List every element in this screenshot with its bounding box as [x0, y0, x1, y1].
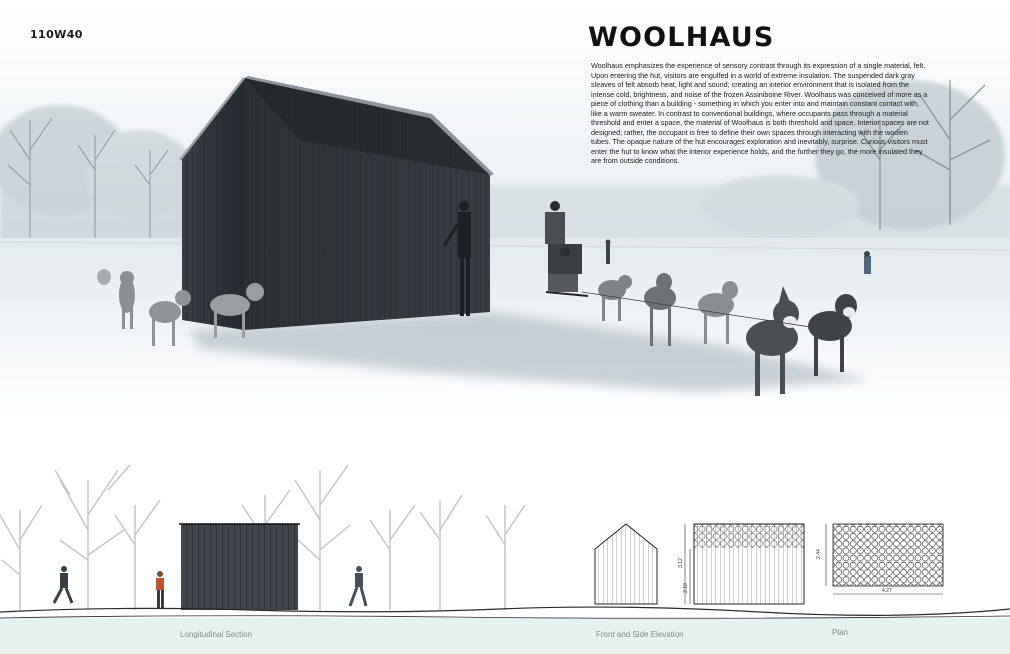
dim-total-height: 3.12 [677, 558, 684, 568]
side-elevation [682, 524, 804, 604]
page-title: WOOLHAUS [588, 22, 775, 53]
section-hut [179, 524, 300, 610]
caption-section: Longitudinal Section [180, 630, 253, 639]
plan-drawing [826, 524, 943, 594]
ice-line [0, 616, 1010, 619]
caption-plan: Plan [832, 628, 849, 637]
ice-strip [0, 618, 1010, 654]
project-code: 110W40 [30, 28, 83, 41]
dim-plan-width: 4.27 [882, 588, 892, 594]
caption-elevation: Front and Side Elevation [596, 630, 684, 639]
dim-wall-height: 2.18 [682, 583, 689, 593]
project-description: Woolhaus emphasizes the experience of sensory contrast through its expression of a single material, felt. Upon entering the hut, visitors are engulfed in a world of extreme insulation. The suspended dark gray sleaves of felt absorb heat, light and sound; creating an interior environment that is isolated from the intense cold, brightness, and noise of the frozen Assiniboine River. Woolhaus was conceived of more as a piece of clothing than a building - something in which you enter into and maintain constant contact with, like a warm sweater. In contrast to conventional buildings, where occupants pass through a material threshold and enter a space, the material of Woolhaus is both threshold and space. Interior spaces are not designed; rather, the occupant is free to define their own spaces through interacting with the woolen tubes. The opaque nature of the hut encourages exploration and inevitably, surprise. Curious visitors must enter the hut to know what the interior experience holds, and the further they go, the more insulated they are from outside conditions. [591, 61, 929, 165]
front-elevation [595, 524, 657, 604]
dim-plan-depth: 2.44 [815, 549, 822, 559]
ground-line [0, 607, 1010, 615]
